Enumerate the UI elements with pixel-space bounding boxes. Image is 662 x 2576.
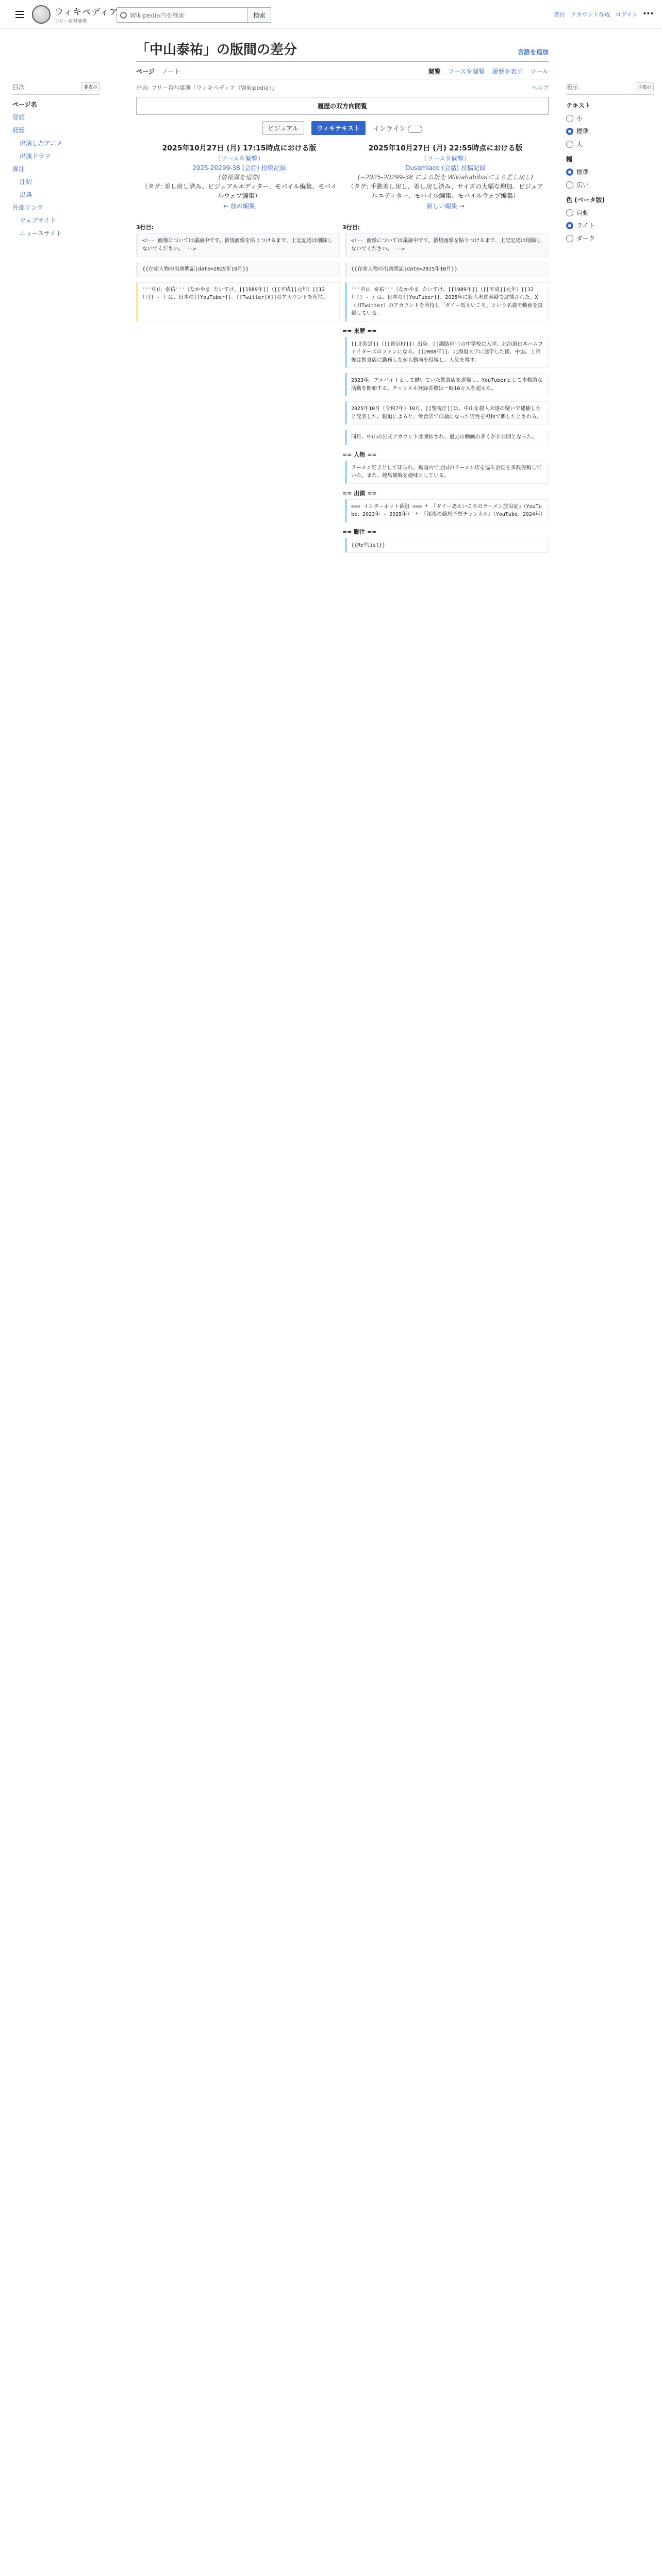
diff-row [136, 337, 549, 368]
wikitext-diff-button[interactable]: ウィキテキスト [311, 121, 366, 135]
search-icon [120, 12, 127, 19]
next-edit-link[interactable]: 新しい編集 → [426, 202, 465, 210]
diff-row [136, 233, 549, 257]
diff-context-new: <!-- 画像については議論中です。新規画像を貼りつけるまで、上記記述は削除しないでください。 --> [345, 233, 549, 257]
logo-subtitle: フリー百科事典 [55, 19, 87, 24]
toc-sidebar [12, 82, 100, 240]
color-light[interactable]: ライト [566, 221, 654, 230]
diff-table [136, 223, 549, 553]
new-line-number: 3行目: [342, 224, 360, 231]
diff-added-line: 2025年10月（令和7年）10月、[[警視庁]]は、中山を殺人未遂の疑いで逮捕したと発表した。報道によると、飲食店で口論になった男性を刃物で刺したとされる。 [345, 401, 549, 425]
toc-item[interactable]: ニュースサイト [20, 230, 62, 237]
diff-row [136, 430, 549, 445]
inline-switch-icon [408, 126, 422, 133]
tab-page[interactable]: ページ [136, 68, 155, 75]
toc-list [12, 111, 100, 240]
appearance-hide-button[interactable]: 非表示 [635, 82, 654, 91]
diff-row [136, 499, 549, 522]
main-menu-icon[interactable] [12, 7, 27, 22]
diff-added-line: 同月、中山の公式アカウントは凍結され、過去の動画の多くが非公開となった。 [345, 430, 549, 445]
diff-added-line: {{Reflist}} [345, 538, 549, 553]
toc-item[interactable]: 脚注 [12, 165, 25, 173]
color-dark[interactable]: ダーク [566, 234, 654, 243]
user-links [554, 10, 654, 19]
diff-row [136, 373, 549, 396]
new-revision-summary: (−2025-20299-38 による版を Wikiahabibaiにより差し戻し) [357, 174, 534, 181]
tab-history[interactable]: 履歴を表示 [492, 68, 523, 75]
top-bar [0, 0, 662, 29]
diff-section-marker [136, 450, 549, 459]
toc-item[interactable]: 出典 [20, 191, 32, 198]
add-language-button[interactable]: 言語を追加 [517, 48, 549, 56]
toc-section-title: ページ名 [12, 101, 37, 108]
old-revision-tags: （タグ: 差し戻し済み、ビジュアルエディター、モバイル編集、モバイルウェブ編集） [141, 183, 337, 199]
toc-item[interactable]: 注釈 [20, 178, 32, 185]
new-revision-source[interactable]: （ソースを閲覧） [421, 155, 470, 162]
toc-item[interactable]: 経歴 [12, 127, 25, 134]
color-label: 色 (ベータ版) [566, 196, 605, 204]
diff-empty-cell [136, 401, 340, 425]
logo-title: ウィキペディア [55, 7, 119, 18]
diff-row [136, 401, 549, 425]
diff-section-marker [136, 528, 549, 536]
appearance-heading: 表示 [566, 83, 579, 91]
diff-added-line: ラーメン好きとして知られ、動画内で全国のラーメン店を巡る企画を多数投稿していた。また、競馬観戦を趣味としている。 [345, 461, 549, 484]
diff-section-label: == 人物 == [342, 451, 377, 458]
width-wide[interactable]: 広い [566, 180, 654, 189]
tab-view-source[interactable]: ソースを閲覧 [448, 68, 485, 75]
inline-toggle[interactable]: インライン [373, 123, 423, 133]
main-content [136, 39, 549, 558]
diff-empty-cell [136, 430, 340, 445]
diff-section-label: == 来歴 == [342, 327, 377, 334]
old-revision-source[interactable]: （ソースを閲覧） [214, 155, 264, 162]
diff-line-numbers [136, 223, 549, 231]
history-nav-box[interactable]: 履歴の双方向閲覧 [136, 97, 549, 115]
toc-hide-button[interactable]: 非表示 [81, 82, 100, 91]
login-link[interactable]: ログイン [615, 11, 638, 18]
diff-context-new: {{存命人物の出典明記|date=2025年10月}} [345, 262, 549, 277]
page-title: 「中山泰祐」の版間の差分 言語を追加 [136, 39, 549, 62]
diff-empty-cell [136, 461, 340, 484]
more-options-icon[interactable]: ••• [642, 10, 654, 17]
new-revision-header [342, 143, 549, 211]
diff-empty-cell [136, 538, 340, 553]
search-input[interactable] [117, 7, 271, 23]
search-placeholder: Wikipedia内を検索 [130, 11, 185, 19]
diff-deleted-line: '''中山 泰祐'''（なかやま たいすけ、[[1989年]]（[[平成]]元年）[[12月]] - ）は、日本の[[YouTuber]]。[[Twitter|X]]のアカウントを所持。 [136, 282, 340, 321]
tab-talk[interactable]: ノート [161, 68, 180, 75]
wikipedia-globe-icon [32, 5, 51, 24]
tab-tools[interactable]: ツール [530, 68, 549, 75]
text-size-small[interactable]: 小 [566, 114, 654, 123]
diff-row [136, 282, 549, 321]
diff-context-old: {{存命人物の出典明記|date=2025年10月}} [136, 262, 340, 277]
diff-row [136, 538, 549, 553]
search-button[interactable]: 検索 [247, 8, 271, 22]
page-subtitle: 出典: フリー百科事典『ウィキペディア（Wikipedia）』 [136, 84, 277, 91]
toc-item[interactable]: 出演したアニメ [20, 140, 63, 147]
old-line-number: 3行目: [136, 224, 154, 231]
diff-view-toggles [136, 121, 549, 135]
toc-item[interactable]: 外部リンク [12, 204, 43, 211]
help-link[interactable]: ヘルプ [532, 84, 549, 91]
diff-empty-cell [136, 499, 340, 522]
diff-section-label: == 出演 == [342, 489, 377, 497]
donate-link[interactable]: 寄付 [554, 11, 566, 18]
diff-section-marker [136, 489, 549, 497]
previous-edit-link[interactable]: ← 前の編集 [223, 202, 255, 210]
diff-added-line: === インターネット番組 === * 『ダイー馬えいころのラーメン放浪記』（YouTube、2023年 - 2025年） * 『深夜の競馬予想チャンネル』（YouTube、2024年） [345, 499, 549, 522]
site-logo[interactable] [32, 5, 119, 24]
page-tabs [136, 67, 549, 79]
toc-item[interactable]: 冒頭 [12, 114, 25, 121]
new-revision-user[interactable]: Dusamiaco (会話) 投稿記録 [405, 164, 486, 172]
diff-added-line: '''中山 泰祐'''（なかやま たいすけ、[[1989年]]（[[平成]]元年）[[12月]] - ）は、日本の[[YouTuber]]。2025年に殺人未遂容疑で逮捕された。X（旧Twitter）のアカウントを所持し「ダイー馬えいころ」という名義で動画を投稿している。 [345, 282, 549, 321]
text-size-large[interactable]: 大 [566, 140, 654, 148]
text-size-label: テキスト [566, 102, 591, 109]
text-size-standard[interactable]: 標準 [566, 127, 654, 135]
toc-heading: 目次 [12, 83, 25, 91]
diff-section-marker [136, 327, 549, 335]
diff-empty-cell [136, 337, 340, 368]
create-account-link[interactable]: アカウント作成 [570, 11, 610, 18]
width-label: 幅 [566, 156, 573, 163]
width-standard[interactable]: 標準 [566, 167, 654, 176]
diff-added-line: 2023年、アルバイトとして働いていた飲食店を退職し、YouTuberとして本格的な活動を開始する。チャンネル登録者数は一時10万人を超えた。 [345, 373, 549, 396]
toc-item[interactable]: ウェブサイト [20, 217, 56, 224]
old-revision-user[interactable]: 2025-20299-38 (会話) 投稿記録 [192, 164, 286, 172]
diff-context-old: <!-- 画像については議論中です。新規画像を貼りつけるまで、上記記述は削除しないでください。 --> [136, 233, 340, 257]
tab-read[interactable]: 閲覧 [428, 68, 441, 75]
diff-row [136, 461, 549, 484]
diff-added-line: [[北海道]]（[[新冠町]]）出身。[[釧路市]]の中学校に入学。北海道日本ハムファイターズのファンになる。[[2008年]]、北海道大学に進学した後、中退。上京後は飲食店に勤務しながら動画を投稿し、人気を博す。 [345, 337, 549, 368]
diff-section-label: == 脚注 == [342, 528, 377, 535]
diff-empty-cell [136, 373, 340, 396]
diff-row [136, 262, 549, 277]
toc-item[interactable]: 出演ドラマ [20, 152, 51, 160]
old-revision-header [136, 143, 342, 211]
old-revision-date[interactable]: 2025年10月27日 (月) 17:15時点における版 [162, 144, 317, 152]
visual-diff-button[interactable]: ビジュアル [262, 121, 304, 135]
revision-headers [136, 143, 549, 211]
color-auto[interactable]: 自動 [566, 208, 654, 217]
old-revision-summary: (情報源を追加) [218, 174, 260, 181]
appearance-sidebar [566, 82, 654, 243]
new-revision-date[interactable]: 2025年10月27日 (月) 22:55時点における版 [368, 144, 523, 152]
new-revision-tags: （タグ: 手動差し戻し、差し戻し済み、サイズの大幅な増加、ビジュアルエディター、モバイル編集、モバイルウェブ編集） [347, 183, 543, 199]
